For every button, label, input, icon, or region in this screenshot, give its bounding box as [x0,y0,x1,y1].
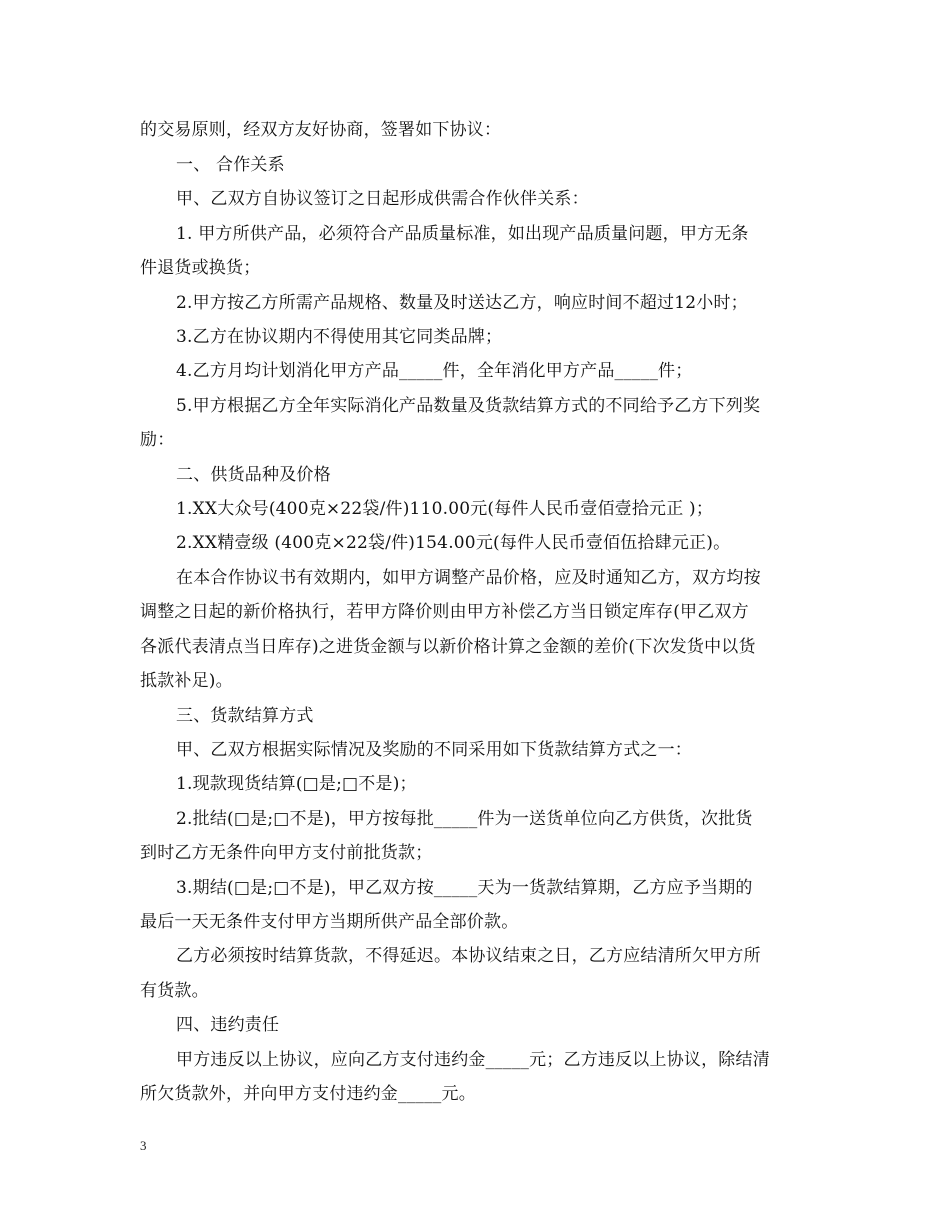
text-line: 2.XX精壹级 (400克×22袋/件)154.00元(每件人民币壹佰伍拾肆元正)。 [176,533,731,553]
text-line: 3.期结(□是;□不是)，甲乙双方按_____天为一货款结算期，乙方应予当期的 [176,878,753,898]
text-line: 各派代表清点当日库存)之进货金额与以新价格计算之金额的差价(下次发货中以货 [140,637,756,657]
text-line: 乙方必须按时结算货款，不得延迟。本协议结束之日，乙方应结清所欠甲方所 [176,946,761,966]
text-line: 所欠货款外，并向甲方支付违约金_____元。 [140,1084,476,1104]
text-line: 件退货或换货； [140,258,261,278]
text-line: 1. 甲方所供产品，必须符合产品质量标准，如出现产品质量问题，甲方无条 [176,224,749,244]
text-line: 励： [140,430,175,450]
section-heading: 二、供货品种及价格 [176,465,331,485]
text-line: 1.XX大众号(400克×22袋/件)110.00元(每件人民币壹佰壹拾元正 )； [176,499,714,519]
text-line: 甲、乙双方自协议签订之日起形成供需合作伙伴关系： [176,189,589,209]
text-line: 有货款。 [140,981,209,1001]
text-line: 调整之日起的新价格执行，若甲方降价则由甲方补偿乙方当日锁定库存(甲乙双方 [140,602,749,622]
text-line: 在本合作协议书有效期内，如甲方调整产品价格，应及时通知乙方，双方均按 [176,568,761,588]
text-line: 5.甲方根据乙方全年实际消化产品数量及货款结算方式的不同给予乙方下列奖 [176,396,761,416]
text-line: 到时乙方无条件向甲方支付前批货款； [140,843,433,863]
text-line: 甲、乙双方根据实际情况及奖励的不同采用如下货款结算方式之一： [176,740,692,760]
text-line: 最后一天无条件支付甲方当期所供产品全部价款。 [140,912,519,932]
section-heading: 四、违约责任 [176,1015,280,1035]
text-line: 1.现款现货结算(□是;□不是)； [176,774,417,794]
page-number: 3 [140,1138,147,1153]
text-line: 2.甲方按乙方所需产品规格、数量及时送达乙方，响应时间不超过12小时； [176,293,748,313]
text-line: 3.乙方在协议期内不得使用其它同类品牌； [176,327,503,347]
text-line: 甲方违反以上协议，应向乙方支付违约金_____元；乙方违反以上协议，除结清 [176,1050,770,1070]
section-heading: 三、货款结算方式 [176,706,314,726]
section-heading: 一、 合作关系 [176,155,285,175]
text-line: 4.乙方月均计划消化甲方产品_____件，全年消化甲方产品_____件； [176,361,693,381]
text-line: 抵款补足)。 [140,671,233,691]
text-line: 2.批结(□是;□不是)，甲方按每批_____件为一送货单位向乙方供货，次批货 [176,809,753,829]
text-line: 的交易原则，经双方友好协商，签署如下协议： [140,120,502,140]
